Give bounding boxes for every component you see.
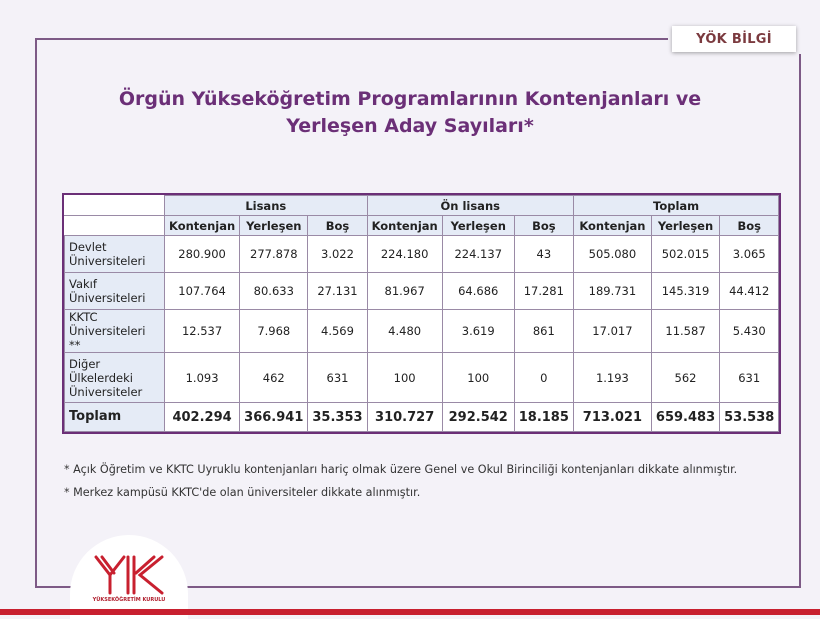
brand-tab: YÖK BİLGİ — [672, 26, 796, 52]
subheader: Yerleşen — [442, 216, 514, 236]
total-cell: 713.021 — [573, 403, 651, 432]
table-cell: 861 — [514, 310, 573, 353]
total-cell: 310.727 — [367, 403, 442, 432]
table-cell: 100 — [367, 353, 442, 403]
table-cell: 4.480 — [367, 310, 442, 353]
subheader: Yerleşen — [651, 216, 719, 236]
table-cell: 631 — [308, 353, 367, 403]
table-cell: 7.968 — [240, 310, 308, 353]
logo-text: YÜKSEKÖĞRETİM KURULU — [92, 597, 166, 603]
subheader: Boş — [514, 216, 573, 236]
subheader: Kontenjan — [367, 216, 442, 236]
footnote-2: * Merkez kampüsü KKTC'de olan üniversiteler dikkate alınmıştır. — [64, 486, 421, 499]
group-header-toplam: Toplam — [573, 196, 778, 216]
table-row — [65, 273, 779, 310]
row-label: Diğer Ülkelerdeki Üniversiteler — [65, 353, 165, 403]
table-cell: 224.137 — [442, 236, 514, 273]
table-cell: 502.015 — [651, 236, 719, 273]
footnotes — [64, 458, 784, 504]
table-cell: 189.731 — [573, 273, 651, 310]
subheader: Yerleşen — [240, 216, 308, 236]
total-cell: 659.483 — [651, 403, 719, 432]
table-cell: 17.281 — [514, 273, 573, 310]
table-cell: 27.131 — [308, 273, 367, 310]
subheader: Boş — [720, 216, 779, 236]
table-cell: 277.878 — [240, 236, 308, 273]
total-cell: 18.185 — [514, 403, 573, 432]
row-label: Vakıf Üniversiteleri — [65, 273, 165, 310]
corner-cell-2 — [65, 216, 165, 236]
frame-right-edge — [799, 54, 801, 588]
table-cell: 1.193 — [573, 353, 651, 403]
total-cell: 53.538 — [720, 403, 779, 432]
table-row — [65, 310, 779, 353]
page-title — [100, 86, 720, 140]
total-row — [65, 403, 779, 432]
total-label: Toplam — [65, 403, 165, 432]
table-cell: 11.587 — [651, 310, 719, 353]
table-cell: 5.430 — [720, 310, 779, 353]
group-header-onlisans: Ön lisans — [367, 196, 573, 216]
total-cell: 402.294 — [165, 403, 240, 432]
subheader: Kontenjan — [573, 216, 651, 236]
table-cell: 44.412 — [720, 273, 779, 310]
table-row — [65, 353, 779, 403]
table-cell: 224.180 — [367, 236, 442, 273]
table-cell: 1.093 — [165, 353, 240, 403]
table-cell: 3.065 — [720, 236, 779, 273]
total-cell: 366.941 — [240, 403, 308, 432]
table-cell: 43 — [514, 236, 573, 273]
table-row — [65, 236, 779, 273]
table-cell: 17.017 — [573, 310, 651, 353]
table-cell: 3.022 — [308, 236, 367, 273]
table-cell: 107.764 — [165, 273, 240, 310]
group-header-lisans: Lisans — [165, 196, 368, 216]
subheader: Boş — [308, 216, 367, 236]
yok-logo-mark-icon — [92, 553, 166, 597]
table-cell: 505.080 — [573, 236, 651, 273]
table-cell: 145.319 — [651, 273, 719, 310]
table-cell: 631 — [720, 353, 779, 403]
footnote-1: * Açık Öğretim ve KKTC Uyruklu kontenjanları hariç olmak üzere Genel ve Okul Birinciliği kontenjanları dikkate alınmıştır. — [64, 463, 738, 476]
table-cell: 280.900 — [165, 236, 240, 273]
corner-cell — [65, 196, 165, 216]
title-line-2: Yerleşen Aday Sayıları* — [286, 115, 534, 137]
bottom-bar — [0, 609, 820, 615]
quota-table — [64, 195, 779, 432]
subheader: Kontenjan — [165, 216, 240, 236]
table-cell: 81.967 — [367, 273, 442, 310]
table-cell: 100 — [442, 353, 514, 403]
total-cell: 292.542 — [442, 403, 514, 432]
title-line-1: Örgün Yükseköğretim Programlarının Kontenjanları ve — [118, 88, 702, 110]
table-cell: 462 — [240, 353, 308, 403]
table-cell: 3.619 — [442, 310, 514, 353]
table-cell: 0 — [514, 353, 573, 403]
table-cell: 12.537 — [165, 310, 240, 353]
table-cell: 64.686 — [442, 273, 514, 310]
table-cell: 80.633 — [240, 273, 308, 310]
table-cell: 4.569 — [308, 310, 367, 353]
table-cell: 562 — [651, 353, 719, 403]
row-label: KKTC Üniversiteleri ** — [65, 310, 165, 353]
total-cell: 35.353 — [308, 403, 367, 432]
row-label: Devlet Üniversiteleri — [65, 236, 165, 273]
